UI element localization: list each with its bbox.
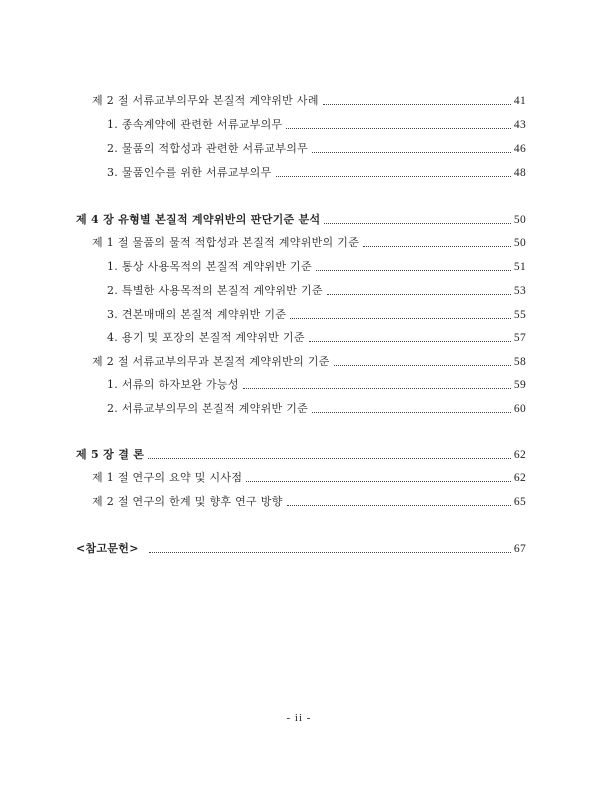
toc-entry-references	[76, 536, 526, 556]
leader-dots	[286, 128, 510, 129]
leader-dots	[363, 246, 511, 247]
toc-entry-page: 53	[513, 285, 526, 297]
toc-entry-item-3-2-1	[107, 112, 526, 132]
toc-entry-chapter-5	[76, 442, 526, 462]
toc-entry-page: 65	[513, 496, 526, 508]
toc-entry-label: 1. 종속계약에 관련한 서류교부의무	[107, 118, 283, 131]
toc-entry-page: 62	[513, 472, 526, 484]
toc-entry-page: 60	[513, 403, 526, 415]
toc-entry-page: 41	[513, 95, 526, 107]
toc-entry-label: 제 5 장 결 론	[76, 448, 145, 461]
leader-dots	[243, 388, 511, 389]
leader-dots	[327, 294, 511, 295]
toc-entry-label: 2. 특별한 사용목적의 본질적 계약위반 기준	[107, 284, 323, 297]
toc-entry-page: 48	[513, 167, 526, 179]
toc-entry-label: 1. 통상 사용목적의 본질적 계약위반 기준	[107, 260, 312, 273]
toc-entry-label: 1. 서류의 하자보완 가능성	[107, 378, 239, 391]
toc-entry-page: 55	[513, 309, 526, 321]
toc-entry-item-4-2-2	[107, 396, 526, 416]
toc-entry-label: 제 2 절 연구의 한계 및 향후 연구 방향	[92, 495, 283, 508]
toc-entry-page: 51	[513, 261, 526, 273]
toc-entry-page: 58	[513, 356, 526, 368]
toc-entry-label: 제 2 절 서류교부의무과 본질적 계약위반의 기준	[92, 355, 330, 368]
toc-entry-label: 4. 용기 및 포장의 본질적 계약위반 기준	[107, 331, 305, 344]
leader-dots	[276, 176, 511, 177]
leader-dots	[323, 104, 511, 105]
leader-dots	[324, 223, 510, 224]
leader-dots	[149, 552, 511, 553]
toc-entry-item-4-1-2	[107, 278, 526, 298]
toc-entry-item-4-1-3	[107, 302, 526, 322]
toc-entry-label: 2. 물품의 적합성과 관련한 서류교부의무	[107, 142, 309, 155]
toc-entry-page: 50	[513, 214, 526, 226]
toc-entry-item-3-2-3	[107, 160, 526, 180]
toc-entry-item-4-2-1	[107, 372, 526, 392]
toc-entry-section-5-2	[92, 489, 526, 509]
leader-dots	[148, 458, 511, 459]
leader-dots	[309, 341, 511, 342]
toc-entry-label: 제 4 장 유형별 본질적 계약위반의 판단기준 분석	[76, 213, 321, 226]
leader-dots	[312, 152, 511, 153]
toc-entry-section-5-1	[92, 465, 526, 485]
toc-entry-page: 57	[513, 332, 526, 344]
leader-dots	[312, 412, 511, 413]
toc-entry-page: 59	[513, 379, 526, 391]
toc-entry-label: <참고문헌>	[76, 542, 139, 555]
toc-entry-page: 62	[513, 449, 526, 461]
toc-entry-section-3-2	[92, 88, 526, 108]
toc-entry-label: 제 1 절 연구의 요약 및 시사점	[92, 471, 243, 484]
page-number: - ii -	[286, 712, 312, 724]
leader-dots	[334, 365, 511, 366]
leader-dots	[290, 318, 511, 319]
toc-entry-page: 50	[513, 237, 526, 249]
leader-dots	[316, 270, 511, 271]
toc-entry-chapter-4	[76, 207, 526, 227]
toc-entry-label: 제 1 절 물품의 물적 적합성과 본질적 계약위반의 기준	[92, 236, 360, 249]
toc-entry-label: 3. 견본매매의 본질적 계약위반 기준	[107, 308, 287, 321]
toc-entry-item-3-2-2	[107, 136, 526, 156]
toc-entry-item-4-1-4	[107, 325, 526, 345]
toc-entry-section-4-2	[92, 349, 526, 369]
toc-entry-section-4-1	[92, 230, 526, 250]
toc-entry-label: 2. 서류교부의무의 본질적 계약위반 기준	[107, 402, 309, 415]
leader-dots	[246, 481, 511, 482]
toc-entry-item-4-1-1	[107, 254, 526, 274]
toc-entry-page: 43	[513, 119, 526, 131]
toc-entry-page: 46	[513, 143, 526, 155]
leader-dots	[287, 505, 511, 506]
toc-entry-label: 제 2 절 서류교부의무와 본질적 계약위반 사례	[92, 94, 319, 107]
toc-entry-label: 3. 물품인수를 위한 서류교부의무	[107, 166, 272, 179]
toc-entry-page: 67	[513, 543, 526, 555]
